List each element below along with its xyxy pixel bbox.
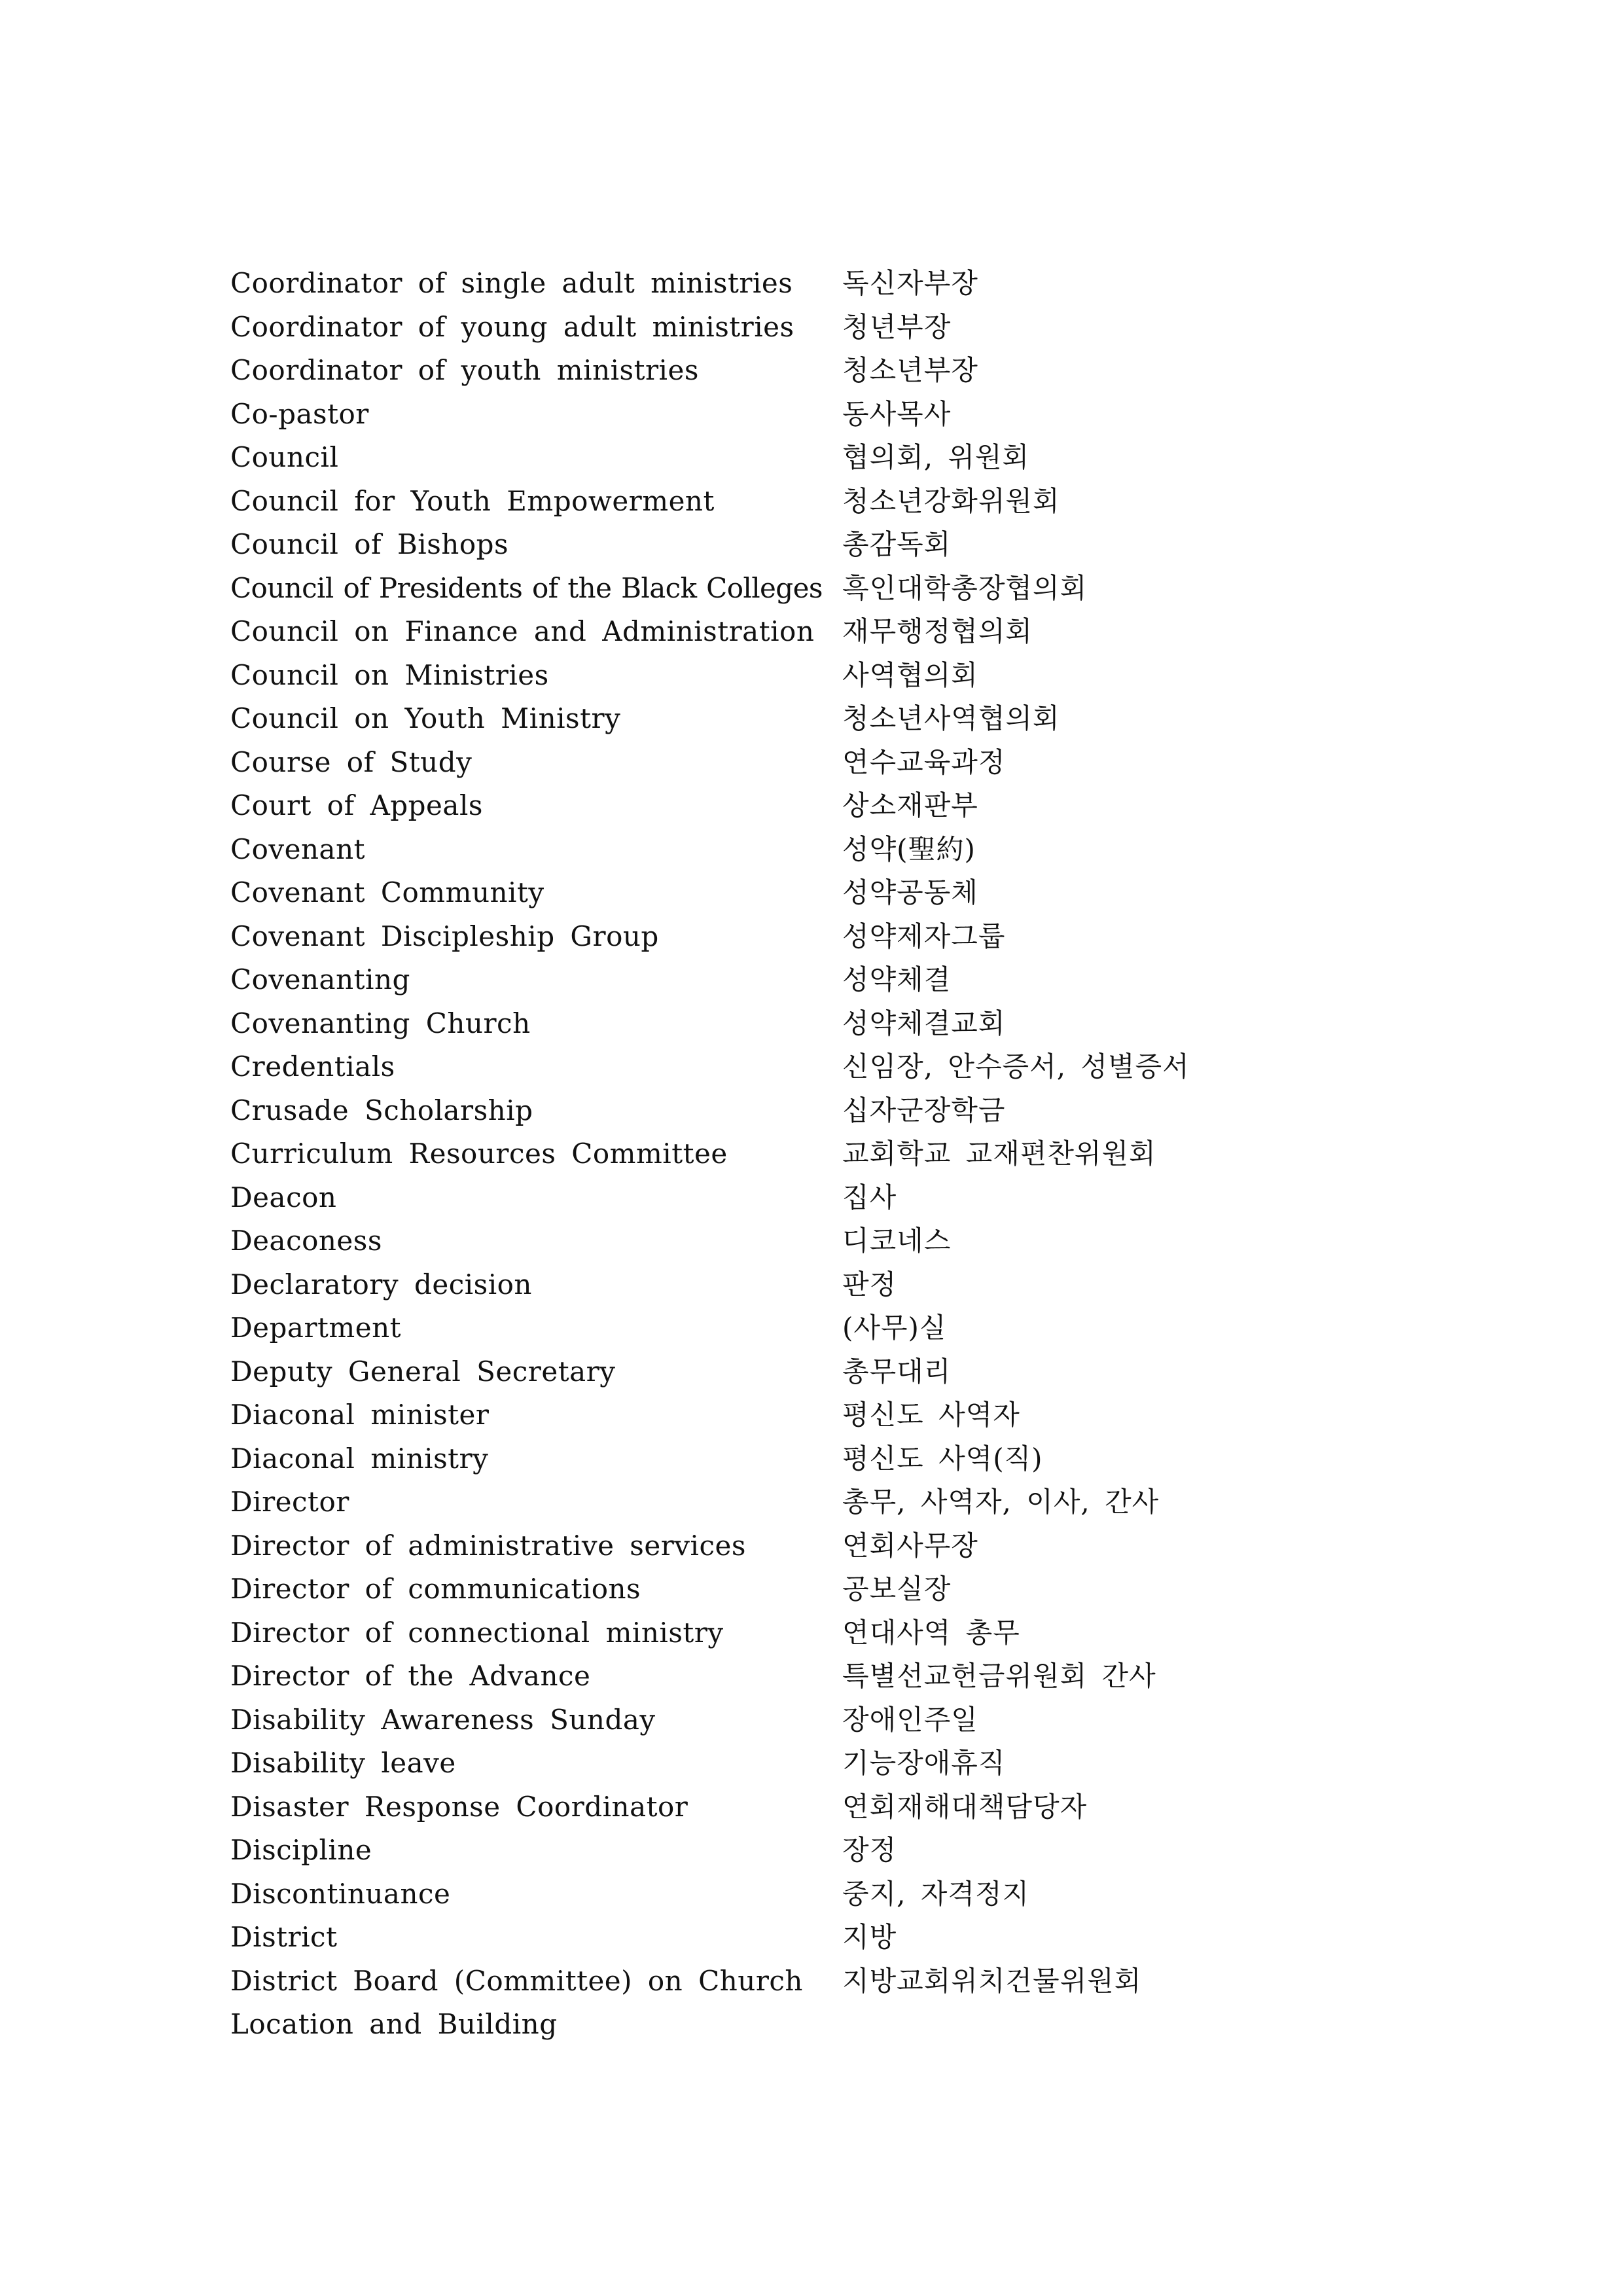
glossary-row bbox=[230, 915, 1408, 959]
glossary-row bbox=[230, 1437, 1408, 1481]
english-term: Council bbox=[230, 441, 339, 473]
korean-translation: 교회학교 교재편찬위원회 bbox=[842, 1138, 1156, 1170]
english-term: Director bbox=[230, 1486, 349, 1518]
glossary-row bbox=[230, 1785, 1408, 1829]
english-term: Covenant Discipleship Group bbox=[230, 920, 659, 952]
korean-translation: 재무행정협의회 bbox=[842, 615, 1033, 647]
glossary-row bbox=[230, 480, 1408, 524]
english-term: Director of administrative services bbox=[230, 1529, 746, 1562]
english-term: Diaconal minister bbox=[230, 1399, 490, 1431]
korean-translation: 특별선교헌금위원회 간사 bbox=[842, 1660, 1156, 1692]
english-term: Diaconal ministry bbox=[230, 1442, 489, 1475]
glossary-row bbox=[230, 262, 1408, 306]
korean-translation: 총감독회 bbox=[842, 528, 952, 560]
korean-translation: 상소재판부 bbox=[842, 789, 978, 821]
glossary-row bbox=[230, 1045, 1408, 1089]
glossary-row bbox=[230, 697, 1408, 741]
korean-translation: 평신도 사역자 bbox=[842, 1399, 1020, 1431]
english-term: Council for Youth Empowerment bbox=[230, 484, 715, 517]
korean-translation: 성약체결교회 bbox=[842, 1007, 1006, 1039]
korean-translation: 총무, 사역자, 이사, 간사 bbox=[842, 1486, 1160, 1518]
glossary-row bbox=[230, 1350, 1408, 1394]
english-term: Director of communications bbox=[230, 1573, 641, 1605]
english-term: Credentials bbox=[230, 1050, 395, 1083]
english-term: Department bbox=[230, 1312, 402, 1344]
glossary-row bbox=[230, 1829, 1408, 1873]
glossary-row bbox=[230, 1089, 1408, 1133]
english-term: District Board (Committee) on Church Location and Building bbox=[230, 1964, 803, 2040]
korean-translation: 청년부장 bbox=[842, 310, 952, 343]
korean-translation: (사무)실 bbox=[842, 1312, 947, 1344]
glossary-row bbox=[230, 306, 1408, 350]
glossary-row bbox=[230, 828, 1408, 872]
english-term: Discipline bbox=[230, 1834, 372, 1866]
english-term: Declaratory decision bbox=[230, 1268, 532, 1300]
glossary-row bbox=[230, 610, 1408, 654]
glossary-row bbox=[230, 1263, 1408, 1307]
english-term: Deacon bbox=[230, 1181, 337, 1213]
korean-translation: 판정 bbox=[842, 1268, 897, 1300]
english-term: Director of the Advance bbox=[230, 1660, 591, 1692]
english-term: Disaster Response Coordinator bbox=[230, 1790, 688, 1823]
korean-translation: 사역협의회 bbox=[842, 658, 978, 691]
korean-translation: 십자군장학금 bbox=[842, 1094, 1006, 1126]
korean-translation: 평신도 사역(직) bbox=[842, 1442, 1043, 1475]
glossary-row bbox=[230, 1960, 1408, 2047]
english-term: Deputy General Secretary bbox=[230, 1355, 616, 1388]
english-term: Coordinator of young adult ministries bbox=[230, 310, 794, 343]
glossary-row bbox=[230, 1480, 1408, 1524]
korean-translation: 지방 bbox=[842, 1921, 897, 1953]
glossary-row bbox=[230, 1306, 1408, 1350]
glossary-row bbox=[230, 1132, 1408, 1176]
korean-translation: 중지, 자격정지 bbox=[842, 1877, 1030, 1910]
glossary-row bbox=[230, 349, 1408, 393]
english-term: Covenanting bbox=[230, 963, 410, 996]
korean-translation: 연회사무장 bbox=[842, 1529, 978, 1562]
english-term: Council of Presidents of the Black Colleges bbox=[230, 571, 823, 604]
glossary-row bbox=[230, 1611, 1408, 1655]
korean-translation: 독신자부장 bbox=[842, 267, 978, 299]
glossary-row bbox=[230, 1568, 1408, 1611]
korean-translation: 연회재해대책담당자 bbox=[842, 1790, 1088, 1823]
glossary-row bbox=[230, 654, 1408, 698]
glossary-row bbox=[230, 784, 1408, 828]
glossary-row bbox=[230, 393, 1408, 437]
english-term: Co-pastor bbox=[230, 397, 369, 430]
korean-translation: 총무대리 bbox=[842, 1355, 952, 1388]
glossary-row bbox=[230, 1742, 1408, 1785]
english-term: Covenanting Church bbox=[230, 1007, 531, 1039]
glossary-row bbox=[230, 567, 1408, 611]
english-term: Covenant bbox=[230, 833, 366, 865]
glossary-row bbox=[230, 1873, 1408, 1916]
english-term: Deaconess bbox=[230, 1225, 382, 1257]
korean-translation: 기능장애휴직 bbox=[842, 1747, 1006, 1779]
korean-translation: 청소년사역협의회 bbox=[842, 702, 1060, 734]
glossary-row bbox=[230, 1002, 1408, 1046]
glossary-row bbox=[230, 523, 1408, 567]
korean-translation: 성약(聖約) bbox=[842, 833, 976, 865]
english-term: Disability leave bbox=[230, 1747, 456, 1779]
english-term: Coordinator of single adult ministries bbox=[230, 267, 793, 299]
korean-translation: 공보실장 bbox=[842, 1573, 952, 1605]
korean-translation: 협의회, 위원회 bbox=[842, 441, 1030, 473]
english-term: Council on Ministries bbox=[230, 658, 549, 691]
korean-translation: 집사 bbox=[842, 1181, 897, 1213]
english-term: Council of Bishops bbox=[230, 528, 509, 560]
korean-translation: 흑인대학총장협의회 bbox=[842, 571, 1088, 604]
glossary-row bbox=[230, 1916, 1408, 1960]
english-term: Court of Appeals bbox=[230, 789, 483, 821]
english-term: District bbox=[230, 1921, 338, 1953]
english-term: Crusade Scholarship bbox=[230, 1094, 533, 1126]
english-term: Council on Youth Ministry bbox=[230, 702, 621, 734]
glossary-row bbox=[230, 1393, 1408, 1437]
glossary-row bbox=[230, 741, 1408, 785]
glossary-row bbox=[230, 871, 1408, 915]
english-term: Course of Study bbox=[230, 745, 473, 778]
korean-translation: 신임장, 안수증서, 성별증서 bbox=[842, 1050, 1190, 1083]
korean-translation: 청소년강화위원회 bbox=[842, 484, 1060, 517]
glossary-row bbox=[230, 1698, 1408, 1742]
glossary-row bbox=[230, 1219, 1408, 1263]
english-term: Coordinator of youth ministries bbox=[230, 354, 699, 386]
korean-translation: 청소년부장 bbox=[842, 354, 978, 386]
glossary-row bbox=[230, 1655, 1408, 1698]
korean-translation: 장정 bbox=[842, 1834, 897, 1866]
korean-translation: 연수교육과정 bbox=[842, 745, 1006, 778]
korean-translation: 성약공동체 bbox=[842, 876, 978, 908]
glossary-row bbox=[230, 436, 1408, 480]
glossary-row bbox=[230, 1176, 1408, 1220]
korean-translation: 디코네스 bbox=[842, 1225, 952, 1257]
korean-translation: 성약체결 bbox=[842, 963, 952, 996]
english-term: Discontinuance bbox=[230, 1877, 451, 1910]
english-term: Council on Finance and Administration bbox=[230, 615, 815, 647]
english-term: Director of connectional ministry bbox=[230, 1616, 724, 1649]
glossary-row bbox=[230, 1524, 1408, 1568]
english-term: Disability Awareness Sunday bbox=[230, 1703, 656, 1736]
korean-translation: 장애인주일 bbox=[842, 1703, 978, 1736]
korean-translation: 지방교회위치건물위원회 bbox=[842, 1964, 1142, 1997]
english-term: Curriculum Resources Committee bbox=[230, 1138, 728, 1170]
english-term: Covenant Community bbox=[230, 876, 544, 908]
glossary-list bbox=[230, 262, 1408, 2047]
korean-translation: 성약제자그룹 bbox=[842, 920, 1006, 952]
glossary-row bbox=[230, 958, 1408, 1002]
korean-translation: 연대사역 총무 bbox=[842, 1616, 1020, 1649]
korean-translation: 동사목사 bbox=[842, 397, 952, 430]
